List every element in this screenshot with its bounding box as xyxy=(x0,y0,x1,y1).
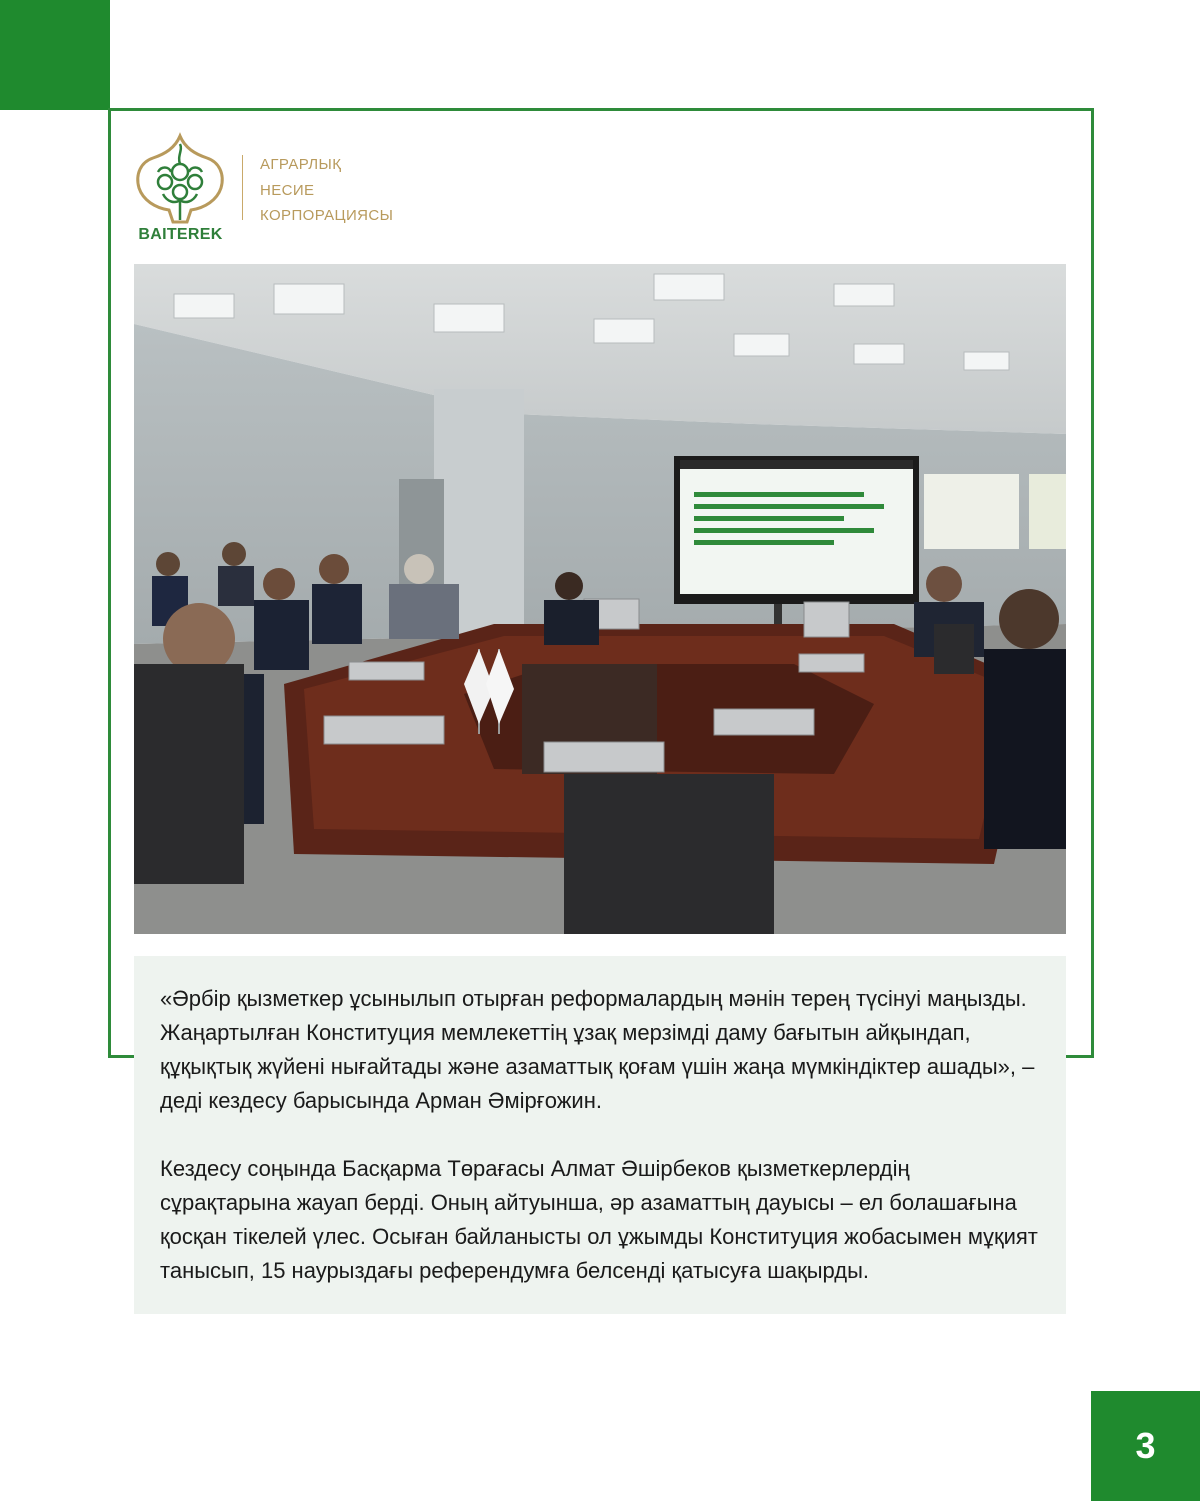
wall-chart xyxy=(1029,474,1066,549)
org-name-line-2: НЕСИЕ xyxy=(260,181,315,199)
meeting-room-photo xyxy=(134,264,1066,934)
brand-wordmark: BAITEREK xyxy=(138,226,223,243)
corner-accent-top-left xyxy=(0,0,110,110)
summary-paragraph: Кездесу соңында Басқарма Төрағасы Алмат Әшірбеков қызметкерлердің сұрақтарына жауап берді. Оның айтуынша, әр азаматтың дауысы – ел болашағына қосқан тікелей үлес. Осыған байланысты ол ұжымды Конституция жобасымен мұқият танысып, 15 наурыздағы референдумға белсенді қатысуға шақырды. xyxy=(160,1156,1038,1283)
quote-text-box xyxy=(134,956,1066,1314)
quote-paragraph: «Әрбір қызметкер ұсынылып отырған реформалардың мәнін терең түсінуі маңызды. Жаңартылған Конституция мемлекеттің ұзақ мерзімді даму бағытын айқындап, құқықтық жүйені нығайтады және азаматтық қоғам үшін жаңа мүмкіндіктер ашады», – деді кездесу барысында Арман Әмірғожин. xyxy=(160,986,1035,1113)
logo-divider xyxy=(242,155,243,220)
org-name-line-1: АГРАРЛЫҚ xyxy=(260,156,342,173)
org-name-line-3: КОРПОРАЦИЯСЫ xyxy=(260,207,394,224)
wall-chart xyxy=(924,474,1019,549)
organization-name xyxy=(260,152,460,229)
page-number: 3 xyxy=(1135,1425,1156,1466)
page-number-badge xyxy=(1091,1391,1200,1501)
baiterek-tree-icon xyxy=(133,132,228,232)
